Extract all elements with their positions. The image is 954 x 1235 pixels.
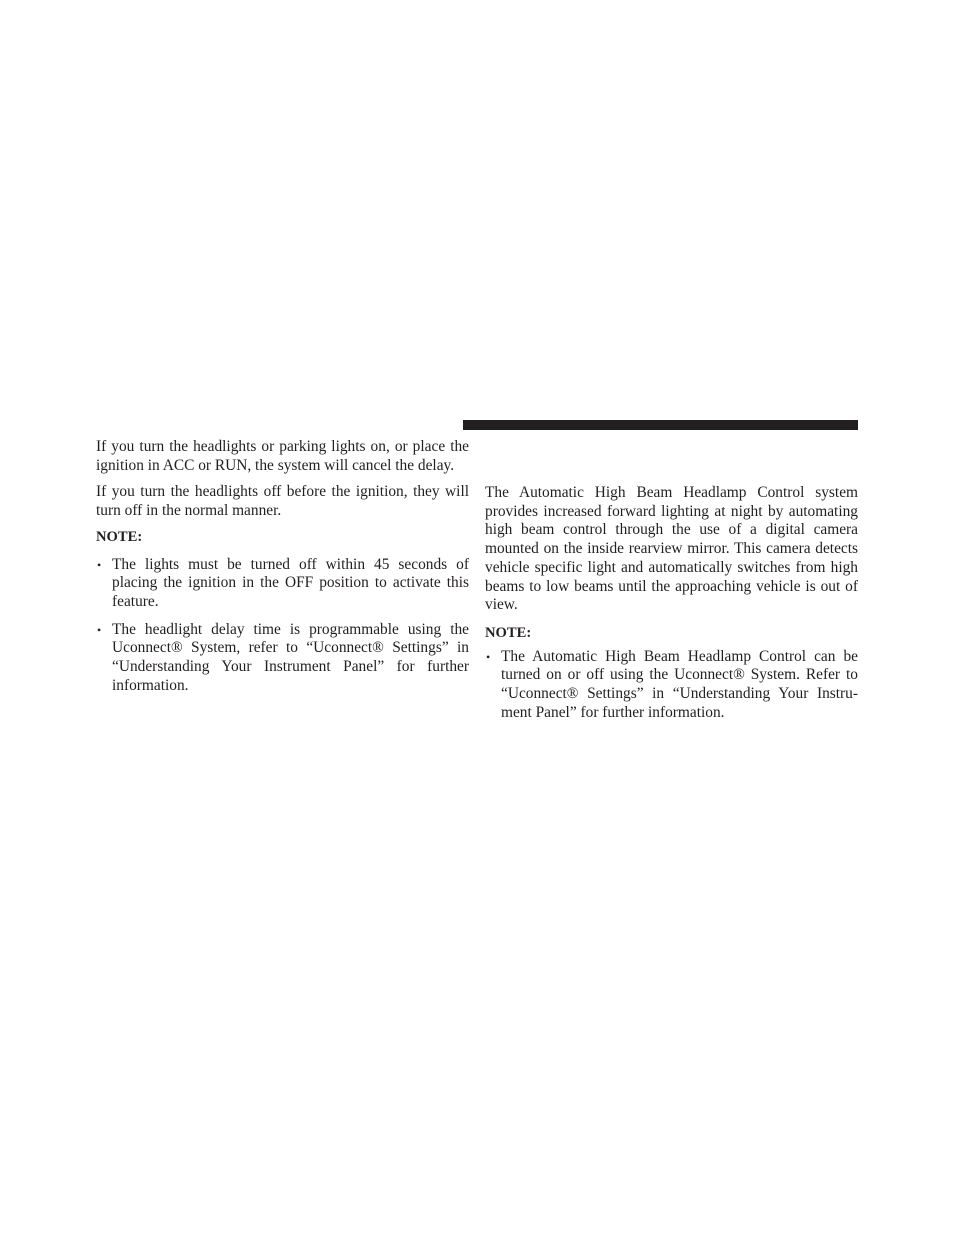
bullet-text: The lights must be turned off within 45 seconds of placing the ignition in the OFF position to activate this feature. bbox=[112, 555, 469, 610]
note-label: NOTE: bbox=[96, 528, 143, 545]
list-item bbox=[485, 648, 858, 723]
note-label: NOTE: bbox=[485, 624, 532, 641]
bullet-icon: • bbox=[97, 622, 102, 637]
paragraph-cancel-delay: If you turn the headlights or parking lights on, or place the ignition in ACC or RUN, the system will cancel the delay. bbox=[96, 438, 469, 474]
right-column bbox=[485, 484, 858, 731]
list-item bbox=[96, 621, 469, 696]
list-item bbox=[96, 556, 469, 612]
note-bullet-list bbox=[96, 556, 469, 696]
left-column bbox=[96, 438, 469, 704]
paragraph-normal-manner: If you turn the headlights off before the ignition, they will turn off in the normal manner. bbox=[96, 482, 469, 519]
section-heading-bar bbox=[463, 420, 858, 430]
note-bullet-list bbox=[485, 648, 858, 723]
bullet-icon: • bbox=[97, 557, 102, 572]
bullet-text: The Automatic High Beam Headlamp Control can be turned on or off using the Uconnect® System. Refer to “Uconnect® Settings” in “Understanding Your Instrument Panel” for further information. bbox=[501, 647, 858, 721]
bullet-icon: • bbox=[486, 649, 491, 664]
bullet-text: The headlight delay time is programmable using the Uconnect® System, refer to “Uconnect® Settings” in “Understanding Your Instrument Panel” for further information. bbox=[112, 620, 469, 694]
paragraph-auto-high-beam: The Automatic High Beam Headlamp Control system provides increased forward lighting at night by automating high beam control through the use of a digital camera mounted on the inside rearview mirror. This camera detects vehicle specific light and automatically switches from high beams to low beams until the approaching vehicle is out of view. bbox=[485, 484, 858, 614]
